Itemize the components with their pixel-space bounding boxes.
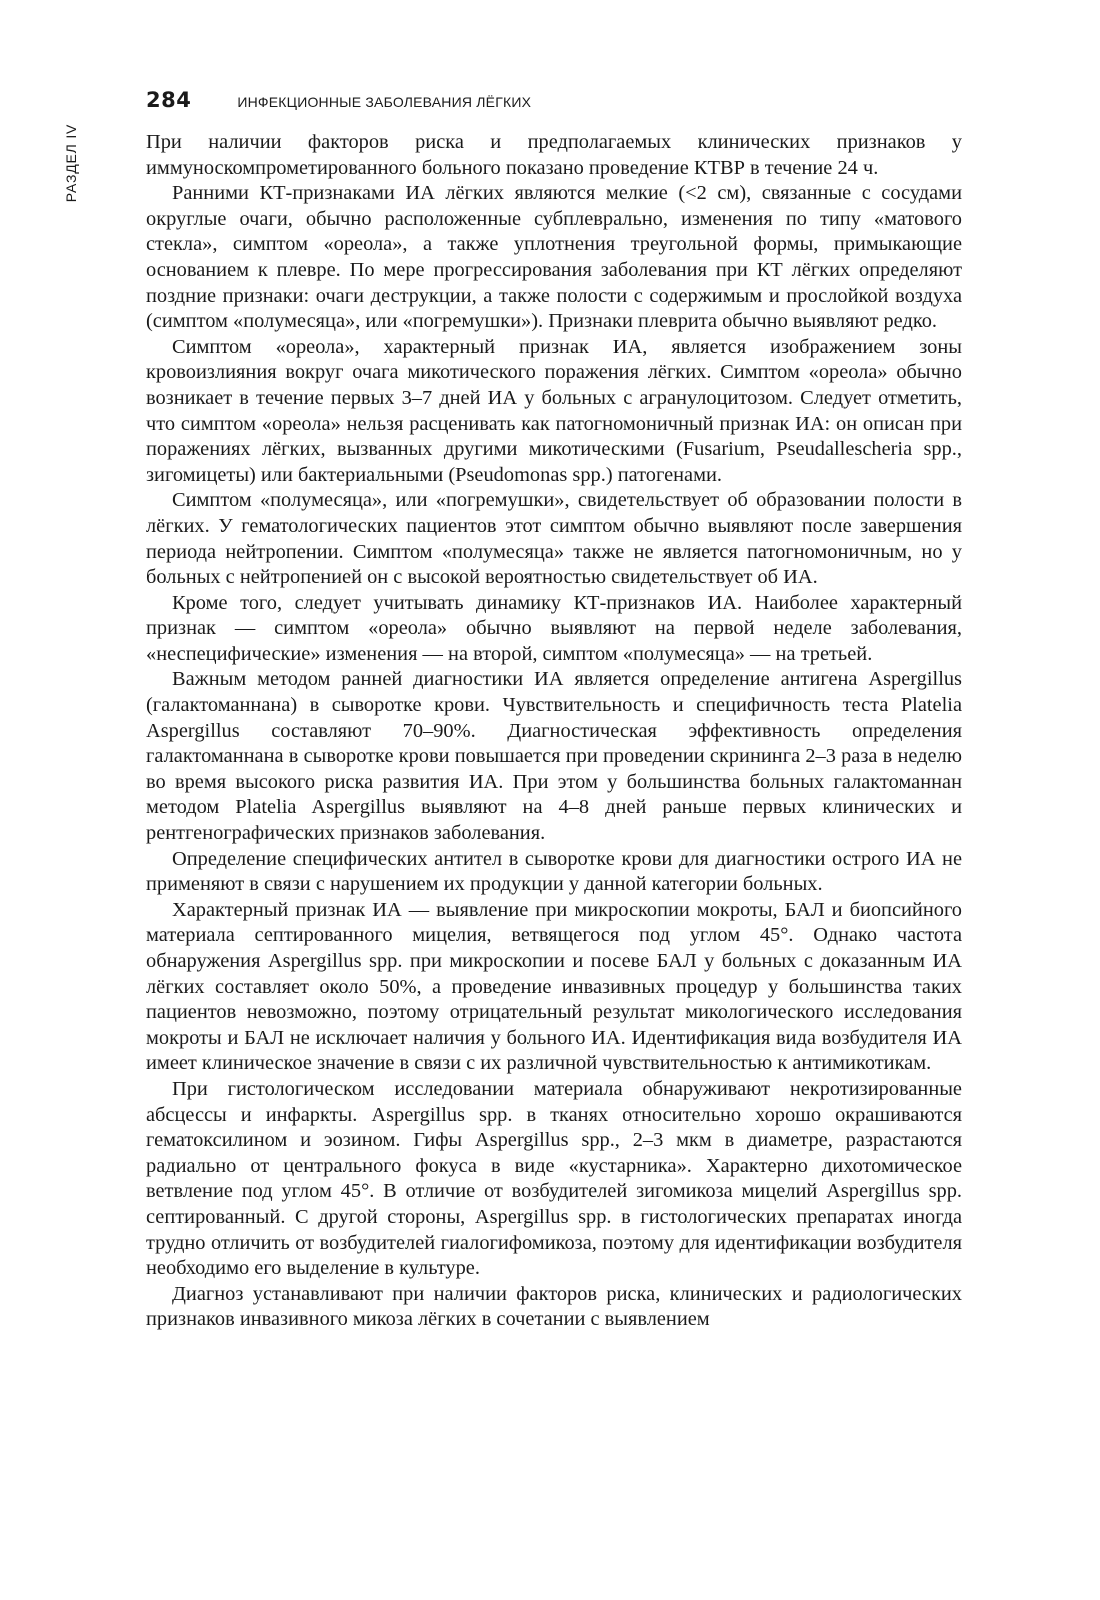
paragraph: Кроме того, следует учитывать динамику КТ-признаков ИА. Наиболее характерный признак — симптом «ореола» обычно выявляют на первой неделе заболевания, «неспецифические» изменения — на второй, симптом «полумесяца» — на третьей. [146, 591, 962, 665]
page-number: 284 [146, 88, 192, 112]
section-tab [58, 108, 84, 218]
paragraph: Диагноз устанавливают при наличии факторов риска, клинических и радиологических признаков инвазивного микоза лёгких в сочетании с выявлением [146, 1282, 962, 1331]
paragraph: При гистологическом исследовании материала обнаруживают некротизированные абсцессы и инфаркты. Aspergillus spp. в тканях относительно хорошо окрашиваются гематоксилином и эозином. Гифы Aspergillus spp., 2–3 мкм в диаметре, разрастаются радиально от центрального фокуса в виде «кустарника». Характерно дихотомическое ветвление под углом 45°. В отличие от возбудителей зигомикоза мицелий Aspergillus spp. септированный. С другой стороны, Aspergillus spp. в гистологических препаратах иногда трудно отличить от возбудителей гиалогифомикоза, поэтому для идентификации возбудителя необходимо его выделение в культуре. [146, 1077, 962, 1280]
paragraph: Определение специфических антител в сыворотке крови для диагностики острого ИА не применяют в связи с нарушением их продукции у данной категории больных. [146, 847, 962, 896]
paragraph: При наличии факторов риска и предполагаемых клинических признаков у иммуноскомпрометированного больного показано проведение КТВР в течение 24 ч. [146, 131, 962, 179]
section-tab-label: РАЗДЕЛ IV [63, 123, 79, 203]
paragraph: Важным методом ранней диагностики ИА является определение антигена Aspergillus (галактоманнана) в сыворотке крови. Чувствительность и специфичность теста Platelia Aspergillus составляют 70–90%. Диагностическая эффективность определения галактоманнана в сыворотке крови повышается при проведении скрининга 2–3 раза в неделю во время высокого риска развития ИА. При этом у большинства больных галактоманнан методом Platelia Aspergillus выявляют на 4–8 дней раньше первых клинических и рентгенографических признаков заболевания. [146, 668, 962, 845]
body-text [146, 130, 962, 1333]
running-title: ИНФЕКЦИОННЫЕ ЗАБОЛЕВАНИЯ ЛЁГКИХ [237, 94, 532, 110]
paragraph: Симптом «ореола», характерный признак ИА, является изображением зоны кровоизлияния вокруг очага микотического поражения лёгких. Симптом «ореола» обычно возникает в течение первых 3–7 дней ИА у больных с агранулоцитозом. Следует отметить, что симптом «ореола» нельзя расценивать как патогномоничный признак ИА: он описан при поражениях лёгких, вызванных другими микотическими (Fusarium, Pseudallescheria spp., зигомицеты) или бактериальными (Pseudomonas spp.) патогенами. [146, 335, 962, 486]
page-header [146, 88, 531, 116]
paragraph: Характерный признак ИА — выявление при микроскопии мокроты, БАЛ и биопсийного материала септированного мицелия, ветвящегося под углом 45°. Однако частота обнаружения Aspergillus spp. при микроскопии и посеве БАЛ у больных с доказанным ИА лёгких составляет около 50%, а проведение инвазивных процедур у большинства таких пациентов невозможно, поэтому отрицательный результат микологического исследования мокроты и БАЛ не исключает наличия у больного ИА. Идентификация вида возбудителя ИА имеет клиническое значение в связи с их различной чувствительностью к антимикотикам. [146, 898, 962, 1075]
paragraph: Ранними КТ-признаками ИА лёгких являются мелкие (<2 см), связанные с сосудами округлые очаги, обычно расположенные субплеврально, изменения по типу «матового стекла», симптом «ореола», а также уплотнения треугольной формы, примыкающие основанием к плевре. По мере прогрессирования заболевания при КТ лёгких определяют поздние признаки: очаги деструкции, а также полости с содержимым и прослойкой воздуха (симптом «полумесяца», или «погремушки»). Признаки плеврита обычно выявляют редко. [146, 182, 962, 333]
paragraph: Симптом «полумесяца», или «погремушки», свидетельствует об образовании полости в лёгких. У гематологических пациентов этот симптом обычно выявляют после завершения периода нейтропении. Симптом «полумесяца» также не является патогномоничным, но у больных с нейтропенией он с высокой вероятностью свидетельствует об ИА. [146, 489, 962, 589]
